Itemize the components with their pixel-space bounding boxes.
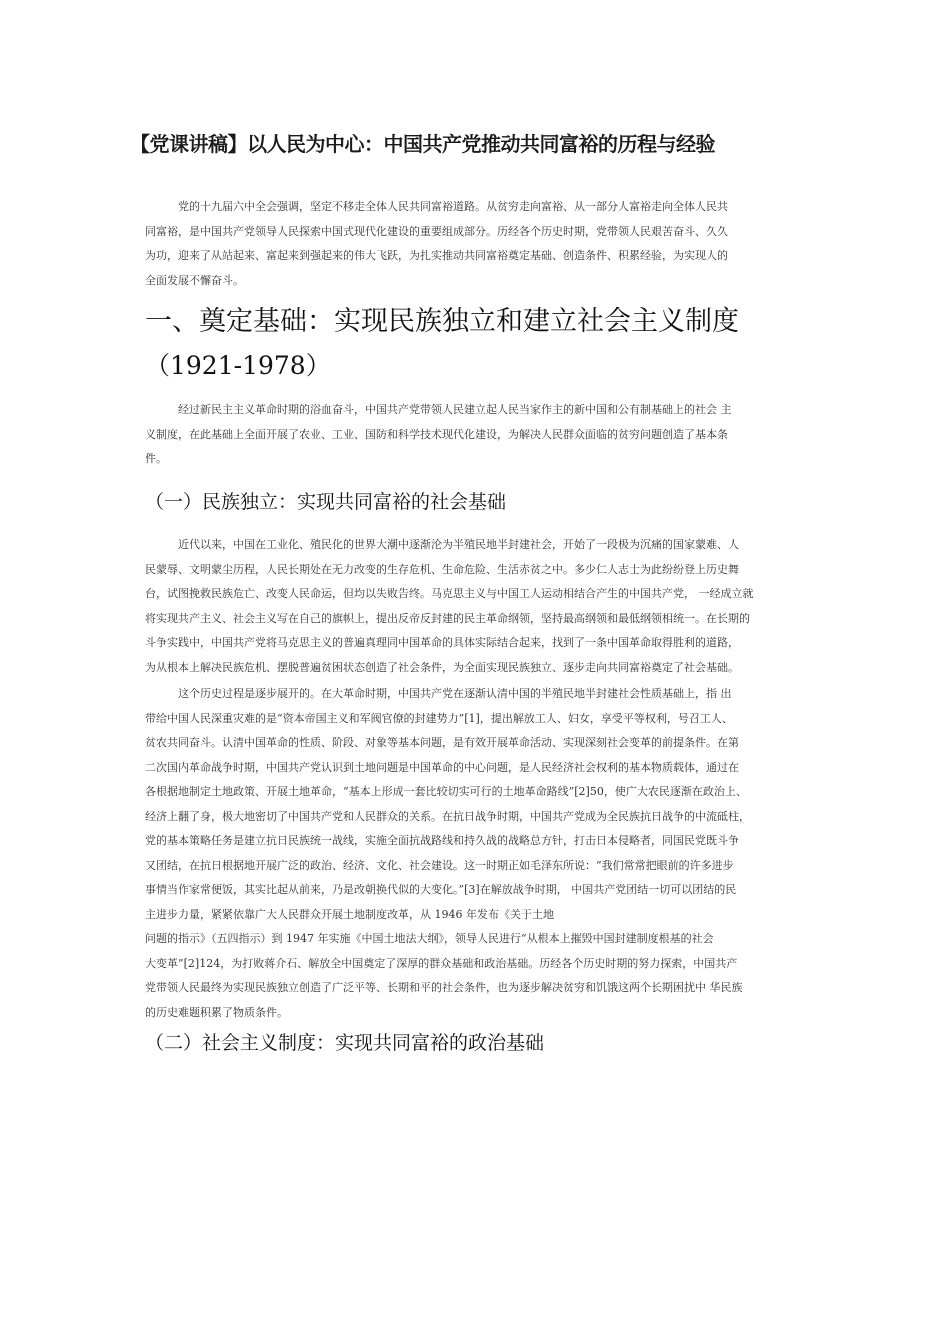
subsection-heading-1: （一）民族独立：实现共同富裕的社会基础 — [145, 491, 507, 513]
text-line: 民蒙辱、文明蒙尘历程，人民长期处在无力改变的生存危机、生命危险、生活赤贫之中。多少仁人志士为此纷纷登上历史舞 — [145, 562, 739, 576]
text-line: 大变革”[2]124，为打败蒋介石、解放全中国奠定了深厚的群众基础和政治基础。历经各个历史时期的努力探索，中国共产 — [145, 956, 738, 970]
text-line: 党的基本策略任务是建立抗日民族统一战线，实施全面抗战路线和持久战的战略总方针，打击日本侵略者，同国民党既斗争 — [145, 834, 739, 847]
text-line: 带给中国人民深重灾难的是“资本帝国主义和军阀官僚的封建势力”[1]，提出解放工人、妇女，享受平等权利，号召工人、 — [145, 711, 733, 725]
text-line: 经过新民主主义革命时期的浴血奋斗，中国共产党带领人民建立起人民当家作主的新中国和公有制基础上的社会 主 — [178, 403, 732, 416]
text-line: 贫农共同奋斗。认清中国革命的性质、阶段、对象等基本问题，是有效开展革命活动、实现深刻社会变革的前提条件。在第 — [145, 736, 739, 749]
section-heading-1-line1: 一、奠定基础：实现民族独立和建立社会主义制度 — [145, 306, 739, 337]
text-line: 义制度，在此基础上全面开展了农业、工业、国防和科学技术现代化建设，为解决人民群众面临的贫穷问题创造了基本条 — [145, 427, 728, 441]
text-line: 党带领人民最终为实现民族独立创造了广泛平等、长期和平的社会条件，也为逐步解决贫穷和饥饿这两个长期困扰中 华民族 — [145, 981, 743, 994]
text-line: 为功，迎来了从站起来、富起来到强起来的伟大飞跃，为扎实推动共同富裕奠定基础、创造条件、积累经验，为实现人的 — [145, 249, 728, 262]
text-line: 台，试图挽救民族危亡、改变人民命运，但均以失败告终。马克思主义与中国工人运动相结合产生的中国共产党， 一经成立就 — [145, 587, 754, 600]
text-line: 全面发展不懈奋斗。 — [145, 273, 244, 287]
section1-paragraph — [145, 398, 732, 472]
text-line: 的历史难题积累了物质条件。 — [145, 1005, 288, 1019]
subsection1-paragraph-1 — [145, 533, 754, 680]
text-line: 将实现共产主义、社会主义写在自己的旗帜上，提出反帝反封建的民主革命纲领，坚持最高纲领和最低纲领相统一。在长期的 — [145, 611, 750, 625]
text-line: 主进步力量，紧紧依靠广大人民群众开展土地制度改革，从 1946 年发布《关于土地 — [145, 907, 554, 921]
text-line: 党的十九届六中全会强调，坚定不移走全体人民共同富裕道路。从贫穷走向富裕、从一部分人富裕走向全体人民共 — [178, 200, 728, 213]
text-line: 二次国内革命战争时期，中国共产党认识到土地问题是中国革命的中心问题，是人民经济社会权利的基本物质载体，通过在 — [145, 760, 739, 774]
text-line: 事情当作家常便饭，其实比起从前来，乃是改朝换代似的大变化。”[3]在解放战争时期， 中国共产党团结一切可以团结的民 — [145, 883, 737, 896]
text-line: 各根据地制定土地政策、开展土地革命，“基本上形成一套比较切实可行的土地革命路线”[2]50，使广大农民逐渐在政治上、 — [145, 785, 747, 798]
intro-paragraph — [145, 195, 728, 293]
text-line: 斗争实践中，中国共产党将马克思主义的普遍真理同中国革命的具体实际结合起来，找到了一条中国革命取得胜利的道路， — [145, 636, 739, 649]
text-line: 又团结，在抗日根据地开展广泛的政治、经济、文化、社会建设。这一时期正如毛泽东所说：“我们常常把眼前的许多进步 — [145, 858, 734, 872]
text-line: 这个历史过程是逐步展开的。在大革命时期，中国共产党在逐渐认清中国的半殖民地半封建社会性质基础上，指 出 — [178, 687, 732, 700]
section-heading-1 — [145, 300, 739, 388]
subsection-heading-2: （二）社会主义制度：实现共同富裕的政治基础 — [145, 1032, 545, 1054]
text-line: 同富裕，是中国共产党领导人民探索中国式现代化建设的重要组成部分。历经各个历史时期，党带领人民艰苦奋斗、久久 — [145, 224, 728, 238]
document-title: 【党课讲稿】以人民为中心：中国共产党推动共同富裕的历程与经验 — [130, 132, 715, 156]
text-line: 问题的指示》（五四指示）到 1947 年实施《中国土地法大纲》，领导人民进行“从根本上摧毁中国封建制度根基的社会 — [145, 932, 714, 945]
subsection1-paragraph-2 — [145, 682, 750, 1025]
text-line: 件。 — [145, 452, 167, 465]
section-heading-1-line2: （1921-1978） — [145, 351, 331, 380]
text-line: 经济上翻了身，极大地密切了中国共产党和人民群众的关系。在抗日战争时期，中国共产党成为全民族抗日战争的中流砥柱， — [145, 809, 750, 823]
text-line: 为从根本上解决民族危机、摆脱普遍贫困状态创造了社会条件，为全面实现民族独立、逐步走向共同富裕奠定了社会基础。 — [145, 660, 739, 674]
text-line: 近代以来，中国在工业化、殖民化的世界大潮中逐渐沦为半殖民地半封建社会，开始了一段极为沉痛的国家蒙难、人 — [178, 538, 739, 551]
